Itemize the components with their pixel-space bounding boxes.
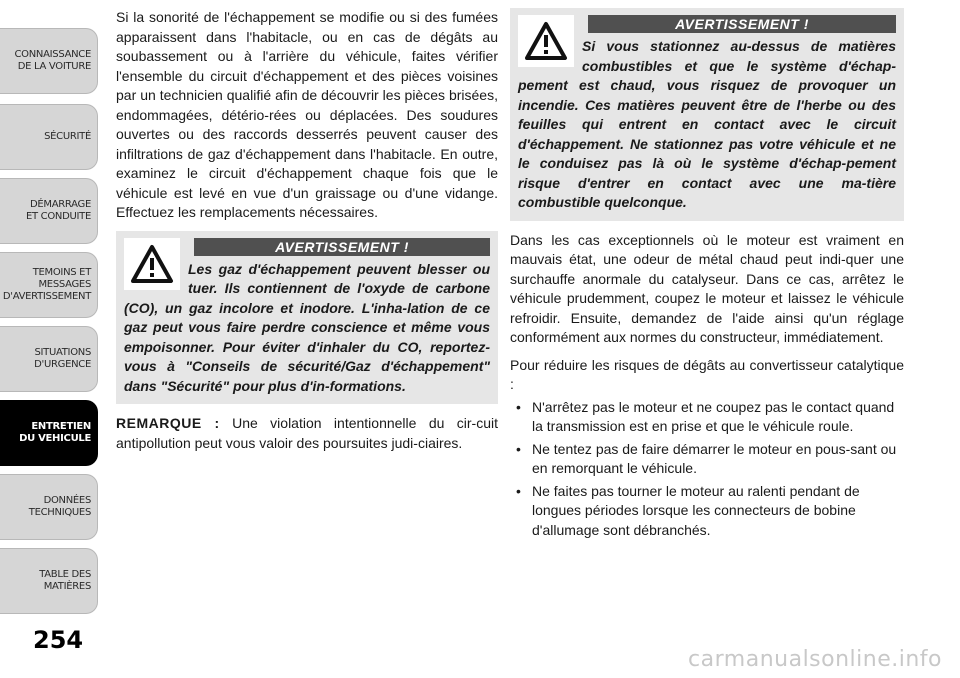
list-item: • N'arrêtez pas le moteur et ne coupez pas le contact quand la transmission est en prise et que le véhicule roule. [510, 398, 904, 437]
intro-paragraph: Si la sonorité de l'échappement se modifie ou si des fumées apparaissent dans l'habitacle, ou en cas de dégâts au soubassement ou à l'arrière du véhicule, faites vérifier l'ensemble du circuit d'échappement et des pièces voisines par un technicien qualifié afin de découvrir les pièces brisées, endommagées, détério-rées ou déplacées. Des soudures ouvertes ou des raccords desserrés peuvent causer des infiltrations de gaz d'échappement dans l'habitacle. En outre, examinez le circuit d'échappement chaque fois que le véhicule est levé en vue d'un graissage ou d'une vidange. Effectuez les remplacements nécessaires. [116, 9, 498, 220]
left-column [116, 8, 498, 461]
right-column [510, 8, 904, 543]
tab-donnees[interactable]: DONNÉES TECHNIQUES [0, 474, 98, 540]
list-item: • Ne tentez pas de faire démarrer le moteur en pous-sant ou en remorquant le véhicule. [510, 440, 904, 479]
warning-triangle-icon [518, 15, 574, 67]
warning-text: Si vous stationnez au-dessus de matières combustibles et que le système d'échap-pement est chaud, vous risquez de provoquer un incendie. Ces matières peuvent être de l'herbe ou des feuilles qui entrent en contact avec le circuit d'échappement. Ne stationnez pas votre véhicule et ne le conduisez pas là où le système d'échap-pement risque d'entrer en contact avec une ma-tière combustible quelconque. [518, 38, 896, 210]
tab-connaissance[interactable]: CONNAISSANCE DE LA VOITURE [0, 28, 98, 94]
watermark: carmanualsonline.info [688, 647, 942, 672]
list-item: • Ne faites pas tourner le moteur au ralenti pendant de longues périodes lorsque les connecteurs de bobine d'allumage sont débranchés. [510, 482, 904, 541]
note-paragraph [116, 414, 498, 453]
catalyst-bullet-list [510, 398, 904, 541]
warning-title: AVERTISSEMENT ! [194, 238, 490, 256]
tab-demarrage[interactable]: DÉMARRAGE ET CONDUITE [0, 178, 98, 244]
tab-situations[interactable]: SITUATIONS D'URGENCE [0, 326, 98, 392]
warning-box-co [116, 231, 498, 405]
chapter-sidebar [0, 0, 100, 678]
note-text: Une violation intentionnelle du cir-cuit antipollution peut vous valoir des poursuites judi-ciaires. [116, 415, 498, 451]
tab-entretien[interactable]: ENTRETIEN DU VEHICULE [0, 400, 98, 466]
warning-triangle-icon [124, 238, 180, 290]
page-number: 254 [33, 626, 84, 654]
tab-table[interactable]: TABLE DES MATIÈRES [0, 548, 98, 614]
catalyst-intro: Pour réduire les risques de dégâts au convertisseur catalytique : [510, 356, 904, 392]
tab-temoins[interactable]: TEMOINS ET MESSAGES D'AVERTISSEMENT [0, 252, 98, 318]
note-label: REMARQUE : [116, 415, 220, 431]
warning-text: Les gaz d'échappement peuvent blesser ou tuer. Ils contiennent de l'oxyde de carbone (CO), un gaz incolore et inodore. L'inha-lation de ce gaz peut vous faire perdre conscience et même vous empoisonner. Pour éviter d'inhaler du CO, reportez-vous à "Conseils de sécurité/Gaz d'échappement" dans "Sécurité" pour plus d'in-formations. [124, 260, 490, 394]
warning-title: AVERTISSEMENT ! [588, 15, 896, 33]
warning-box-fire [510, 8, 904, 221]
tab-securite[interactable]: SÉCURITÉ [0, 104, 98, 170]
catalyst-paragraph: Dans les cas exceptionnels où le moteur est vraiment en mauvais état, une odeur de métal chaud peut indi-quer une surchauffe anormale du catalyseur. Dans ce cas, arrêtez le véhicule prudemment, coupez le moteur et laissez le véhicule refroidir. Ensuite, demandez de l'aide ainsi qu'un réglage conformément aux normes du constructeur, immédiatement. [510, 231, 904, 345]
